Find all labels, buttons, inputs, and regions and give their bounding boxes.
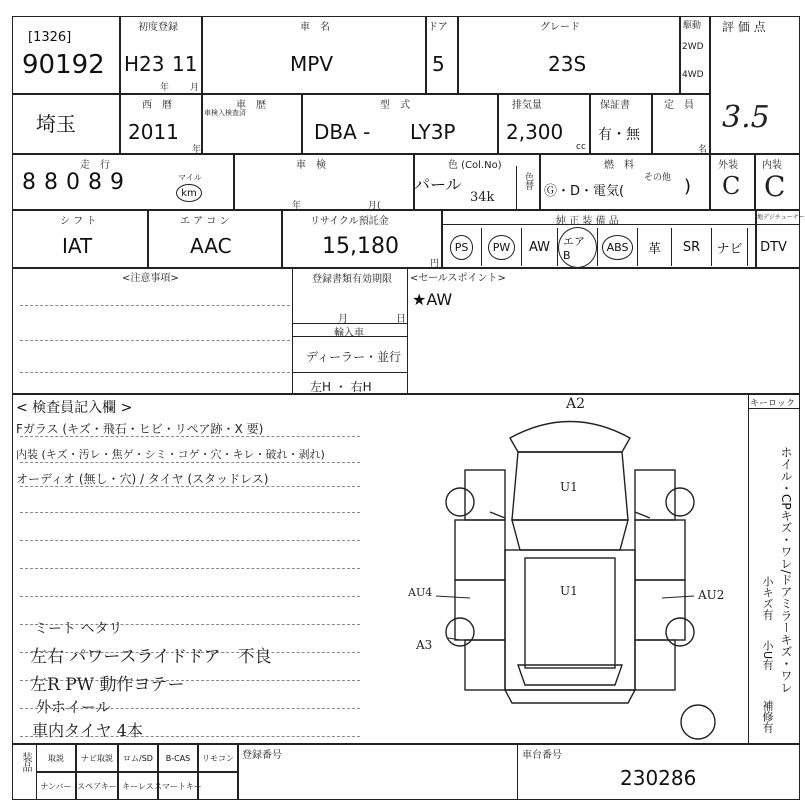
- mark-roof: U1: [560, 584, 578, 598]
- inspector-line: [20, 512, 360, 513]
- tuner-label: 地デジチューナー: [757, 214, 805, 221]
- doors-label: ドア: [428, 22, 448, 33]
- score-value: 3.5: [722, 100, 770, 135]
- accessory-cell: キーレス: [118, 772, 158, 800]
- reg-number-label: 登録番号: [242, 750, 282, 761]
- accessory-cell: ロム/SD: [118, 744, 158, 772]
- roof: [525, 558, 615, 668]
- km-text: km: [181, 187, 197, 199]
- ac-value: AAC: [190, 234, 232, 258]
- accessories-grid: [36, 744, 238, 800]
- inspector-line: [20, 568, 360, 569]
- sales-label: <セールスポイント>: [410, 273, 506, 284]
- accessory-cell: スマートキー: [158, 772, 198, 800]
- recycle-value: 15,180: [322, 234, 399, 259]
- accessory-cell: [198, 772, 238, 800]
- right-front-door: [635, 520, 685, 580]
- doc-day: 日: [396, 314, 406, 325]
- first-reg-value: H23: [124, 52, 165, 76]
- grade-value: 23S: [548, 52, 587, 76]
- mileage-digit: 8: [44, 170, 58, 195]
- doc-month: 月: [338, 314, 348, 325]
- equipment-item: [482, 228, 522, 266]
- rear-bumper: [505, 690, 635, 703]
- equipment-divider: [442, 224, 800, 225]
- color-label: 色 (Col.No): [448, 160, 502, 171]
- leader-right: [662, 596, 694, 598]
- equipment-label: 革: [647, 241, 661, 257]
- mark-left: AU4: [408, 586, 433, 599]
- equipment-item: [748, 228, 800, 266]
- equipment-label: 純 正 装 備 品: [556, 216, 619, 227]
- inspector-hand-3: 左R PW 動作ヨテー: [30, 675, 185, 695]
- caution-line: [20, 340, 290, 341]
- first-reg-month-unit: 月: [190, 83, 200, 93]
- key-vertical-1: ホイル・CPキズ・ワレ/ドアミラーキズ・ワレ: [779, 446, 793, 694]
- recycle-unit: 円: [430, 259, 440, 269]
- inspector-line: [20, 462, 360, 463]
- equipment-row: [442, 228, 800, 266]
- accessory-cell: リモコン: [198, 744, 238, 772]
- mark-hood: U1: [560, 480, 578, 494]
- capacity-label: 定 員: [664, 100, 694, 111]
- right-rear-quarter: [635, 640, 675, 690]
- equipment-item: [442, 228, 482, 266]
- wheel-front-right: [666, 488, 694, 516]
- wheel-front-left: [446, 488, 474, 516]
- warranty-label: 保証書: [600, 100, 630, 111]
- leader-left: [436, 596, 470, 598]
- key-label: キーロック: [750, 399, 795, 409]
- inspector-line-2: 内装 (キズ・汚レ・焦ゲ・シミ・コゲ・穴・キレ・破れ・剥れ): [16, 448, 325, 461]
- handle-value: 左H ・ 右H: [310, 380, 372, 394]
- accessory-cell: B-CAS: [158, 744, 198, 772]
- interior-value: C: [764, 170, 786, 203]
- lot-number: 90192: [22, 50, 105, 80]
- recycle-label: リサイクル預託金: [310, 216, 389, 227]
- mark-front: A2: [566, 396, 586, 412]
- left-mirror: [490, 512, 505, 518]
- first-reg-label: 初度登録: [138, 22, 178, 33]
- inspection-label: 車 検: [296, 160, 326, 171]
- drive-4wd: 4WD: [682, 70, 704, 80]
- inspector-line-3: オーディオ (無し・穴) / タイヤ (スタッドレス): [16, 472, 269, 486]
- equipment-label: ABS: [602, 235, 634, 260]
- key-vertical-3: 小U有: [761, 640, 774, 671]
- equipment-item: [522, 228, 558, 266]
- doc-divider: [292, 372, 408, 373]
- mileage-digit: 0: [66, 170, 80, 195]
- color-code: 34k: [470, 190, 495, 205]
- warranty-value: 有・無: [598, 127, 640, 143]
- score-label: 評 価 点: [722, 20, 766, 34]
- car-diagram: [400, 400, 740, 745]
- sales-point: ★AW: [412, 290, 453, 309]
- right-rear-door: [635, 580, 685, 640]
- interior-label: 内装: [762, 160, 782, 171]
- accessories-label: 装品: [20, 752, 31, 772]
- first-reg-year-unit: 年: [160, 83, 170, 93]
- ac-label: エ ア コ ン: [180, 216, 230, 227]
- left-front-fender: [465, 470, 505, 520]
- history-note: 車検入検査済: [204, 109, 246, 117]
- mileage-label: 走 行: [80, 160, 110, 171]
- import-label: 輸入車: [334, 328, 364, 339]
- inspector-hand-2: 左右 パワースライドドア 不良: [30, 647, 272, 667]
- inspector-line: [20, 486, 360, 487]
- shift-label: シ フ ト: [60, 216, 97, 227]
- equipment-item: [672, 228, 712, 266]
- inspector-hand-4: 外ホイール: [36, 698, 111, 716]
- year-value: 2011: [128, 120, 179, 144]
- leader-rear: [448, 638, 460, 640]
- displacement-unit: cc: [576, 142, 586, 152]
- mileage-digits: [18, 170, 128, 195]
- inspector-line: [20, 436, 360, 437]
- inspection-month-unit: 月(: [368, 201, 381, 211]
- equipment-item: [598, 228, 638, 266]
- equipment-item: [712, 228, 748, 266]
- mark-left-rear: A3: [416, 638, 433, 652]
- key-vertical-2: 小キズ有: [761, 576, 774, 620]
- capacity-unit: 名: [698, 145, 708, 155]
- doc-divider: [292, 336, 408, 337]
- equipment-label: PW: [488, 235, 516, 260]
- inspector-hand-1: ミート ヘタリ: [34, 621, 123, 637]
- equipment-label: AW: [528, 239, 551, 255]
- import-value: ディーラー・並行: [306, 350, 402, 364]
- right-front-fender: [635, 470, 675, 520]
- mileage-digit: 8: [88, 170, 102, 195]
- grade-label: グレード: [540, 22, 580, 33]
- chassis-value: 230286: [620, 766, 697, 790]
- color-value: パール: [414, 175, 462, 194]
- wheel-rear-left: [446, 618, 474, 646]
- windshield: [512, 520, 628, 550]
- chassis-label: 車台番号: [522, 750, 562, 761]
- exterior-label: 外装: [718, 160, 738, 171]
- equipment-item: [638, 228, 672, 266]
- inspector-title: < 検査員記入欄 >: [16, 400, 133, 416]
- left-rear-door: [455, 580, 505, 640]
- inspector-hand-5: 車内タイヤ 4本: [32, 721, 143, 740]
- spare-tire: [681, 705, 715, 739]
- type-prefix: DBA -: [314, 120, 371, 144]
- mileage-digit: 8: [22, 170, 36, 195]
- equipment-label: SR: [682, 239, 701, 255]
- equipment-label: DTV: [760, 239, 787, 255]
- shift-value: IAT: [62, 234, 93, 258]
- displacement-label: 排気量: [512, 100, 542, 111]
- mark-right: AU2: [698, 588, 725, 602]
- year-unit: 年: [192, 145, 202, 155]
- accessory-cell: 取説: [36, 744, 76, 772]
- equipment-label: PS: [450, 235, 474, 260]
- fuel-other: その他: [644, 173, 672, 183]
- equipment-label: エアB: [558, 227, 597, 268]
- history-label: 車 歴: [236, 100, 266, 111]
- lot-code: [1326]: [28, 30, 72, 45]
- model-label: 車 名: [300, 22, 330, 33]
- wheel-rear-right: [666, 618, 694, 646]
- mileage-unit-km: [176, 184, 202, 202]
- location-value: 埼玉: [36, 112, 76, 136]
- fuel-options: Ⓖ・D・電気(: [544, 184, 625, 199]
- type-value: LY3P: [410, 120, 456, 144]
- equipment-label: ナビ: [716, 241, 743, 257]
- left-rear-quarter: [465, 640, 505, 690]
- first-reg-month: 11: [172, 52, 198, 76]
- doc-expiry-label: 登録書類有効期限: [312, 274, 392, 285]
- fuel-close-paren: ): [684, 176, 692, 197]
- left-front-door: [455, 520, 505, 580]
- drive-label: 駆動: [683, 21, 702, 31]
- right-mirror: [635, 512, 650, 518]
- accessory-cell: ナビ取説: [76, 744, 118, 772]
- accessory-cell: スペアキー: [76, 772, 118, 800]
- caution-label: <注意事項>: [122, 273, 179, 284]
- color-change-label: 色替: [523, 172, 533, 190]
- inspector-line-1: Fガラス (キズ・飛石・ヒビ・リペア跡・X 要): [16, 422, 264, 436]
- inspector-line: [20, 596, 360, 597]
- front-bumper: [510, 422, 630, 453]
- year-label: 西 暦: [142, 100, 172, 111]
- mileage-unit-mile: マイル: [178, 173, 202, 182]
- exterior-value: C: [722, 172, 741, 200]
- inspection-year-unit: 年: [292, 201, 302, 211]
- inspector-line: [20, 540, 360, 541]
- caution-line: [20, 372, 290, 373]
- caution-line: [20, 305, 290, 306]
- accessory-cell: ナンバー: [36, 772, 76, 800]
- key-divider: [748, 408, 800, 409]
- drive-2wd: 2WD: [682, 42, 704, 52]
- doors-value: 5: [432, 52, 445, 76]
- type-label: 型 式: [380, 100, 410, 111]
- model-value: MPV: [290, 52, 333, 76]
- fuel-label: 燃 料: [604, 160, 634, 171]
- equipment-item: [558, 228, 598, 266]
- displacement-value: 2,300: [506, 120, 564, 144]
- key-vertical-4: 補修有: [761, 700, 774, 733]
- mileage-digit: 9: [110, 170, 124, 195]
